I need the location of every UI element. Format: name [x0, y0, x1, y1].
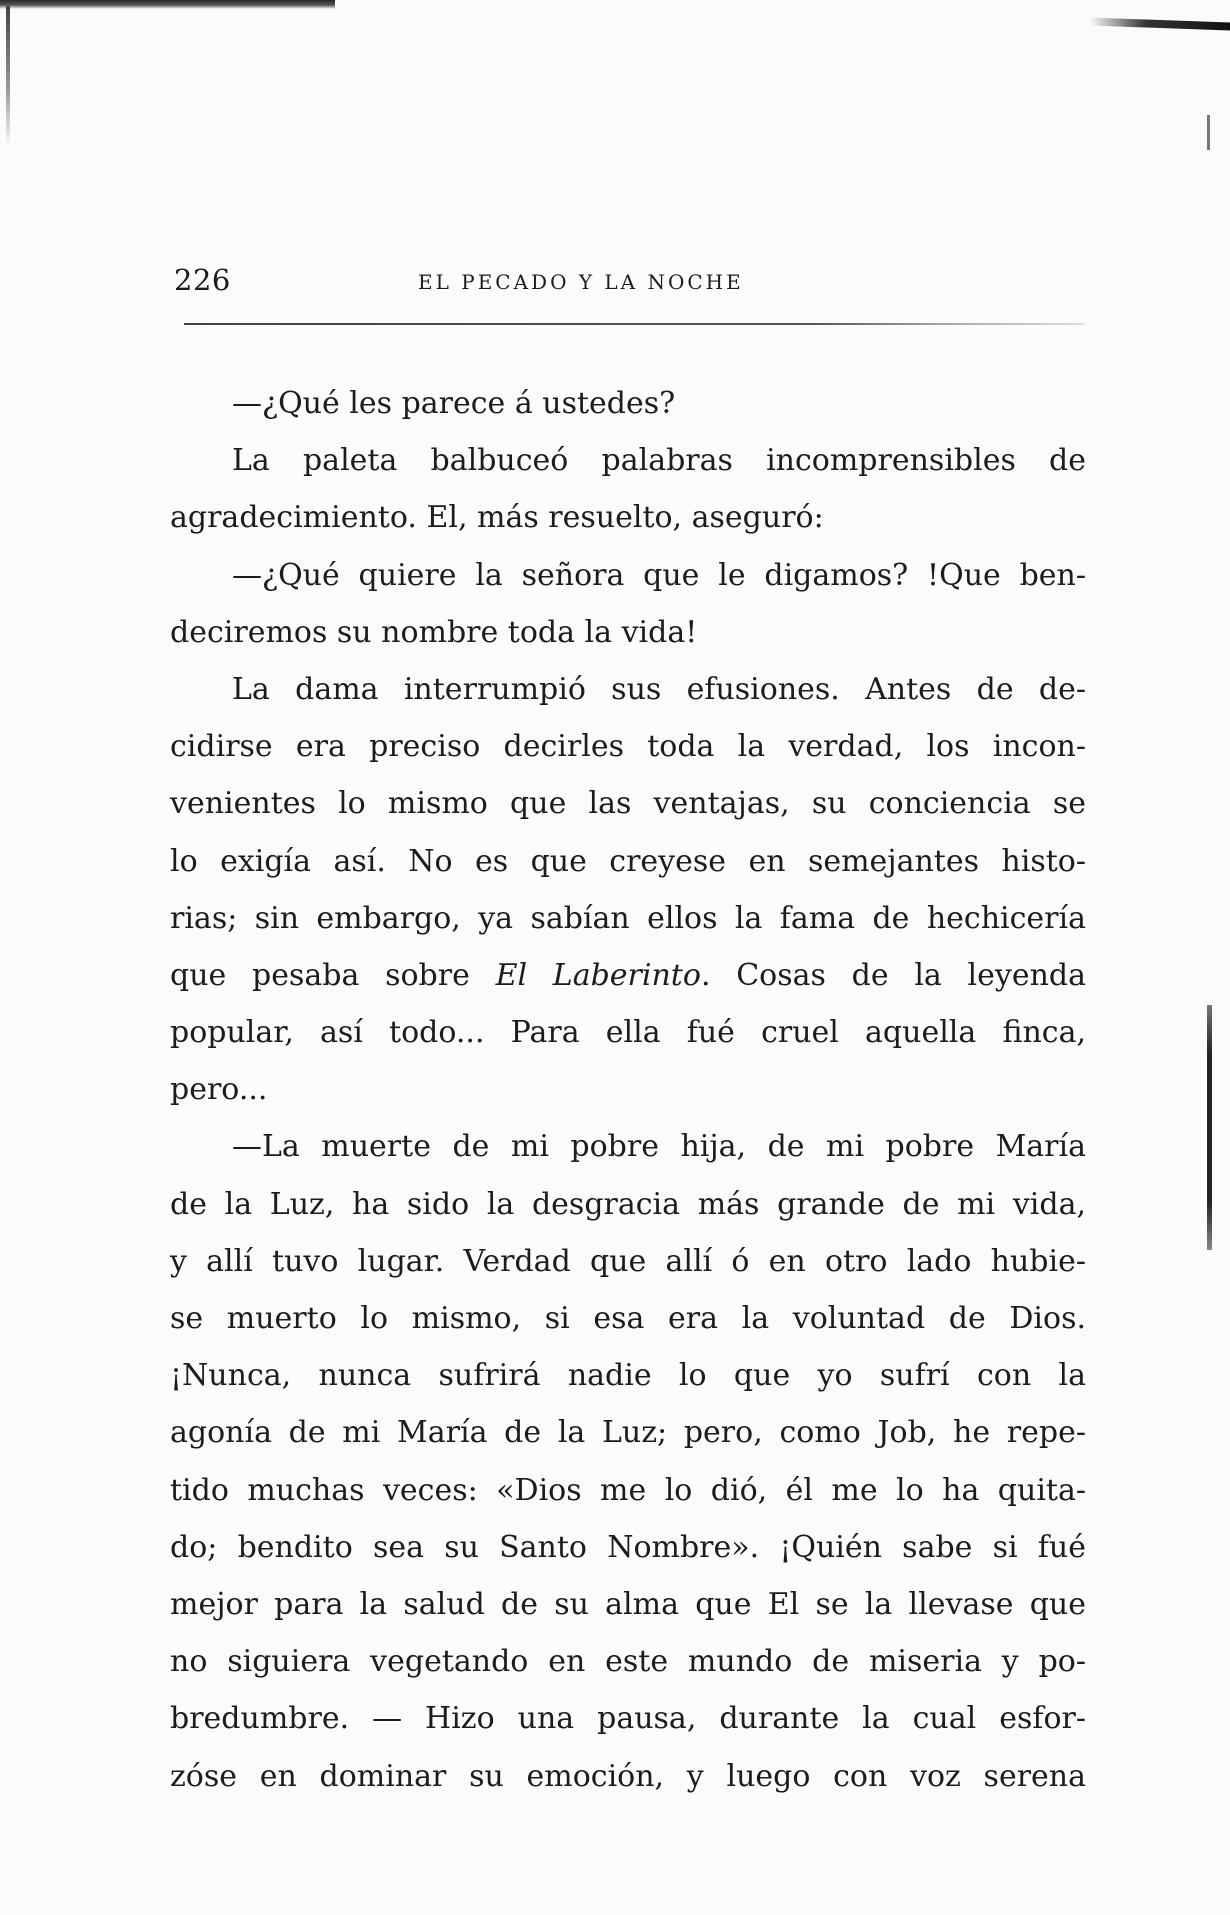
- text-line: de la Luz, ha sido la desgracia más grande de mi vida,: [170, 1186, 1086, 1222]
- text-line: cidirse era preciso decirles toda la verdad, los incon-: [170, 729, 1086, 765]
- text-line: pero...: [170, 1072, 268, 1108]
- text-line: La paleta balbuceó palabras incomprensibles de: [232, 443, 1086, 479]
- text-line: rias; sin embargo, ya sabían ellos la fama de hechicería: [170, 900, 1086, 936]
- text-line: mejor para la salud de su alma que El se la llevase que: [170, 1586, 1086, 1622]
- text-line: —¿Qué les parece á ustedes?: [232, 386, 676, 421]
- scan-edge-top-left: [0, 0, 335, 9]
- text-line: agonía de mi María de la Luz; pero, como Job, he repe-: [170, 1415, 1086, 1451]
- text-line: —La muerte de mi pobre hija, de mi pobre María: [232, 1129, 1086, 1165]
- text-segment: . Cosas de la leyenda: [700, 957, 1086, 993]
- scan-mark-right-top: [1207, 115, 1210, 150]
- scan-mark-right: [1207, 1005, 1212, 1250]
- text-line: La dama interrumpió sus efusiones. Antes de de-: [232, 671, 1086, 707]
- text-line: tido muchas veces: «Dios me lo dió, él me lo ha quita-: [170, 1472, 1086, 1508]
- text-line: venientes lo mismo que las ventajas, su conciencia se: [170, 786, 1086, 822]
- header-rule: [184, 323, 1084, 325]
- body-text: [170, 375, 1086, 1805]
- text-line: popular, así todo... Para ella fué cruel aquella finca,: [170, 1015, 1086, 1051]
- scan-edge-left: [6, 6, 10, 146]
- text-line: —¿Qué quiere la señora que le digamos? !Que ben-: [232, 557, 1086, 593]
- text-line: [170, 947, 1086, 1004]
- text-line: do; bendito sea su Santo Nombre». ¡Quién sabe si fué: [170, 1529, 1086, 1565]
- text-line: ¡Nunca, nunca sufrirá nadie lo que yo sufrí con la: [170, 1358, 1086, 1394]
- running-title: EL PECADO Y LA NOCHE: [418, 270, 744, 294]
- text-line: se muerto lo mismo, si esa era la voluntad de Dios.: [170, 1301, 1086, 1336]
- page-header: [174, 262, 1086, 298]
- text-line: y allí tuvo lugar. Verdad que allí ó en otro lado hubie-: [170, 1243, 1086, 1279]
- text-segment: que pesaba sobre: [170, 957, 496, 993]
- text-line: lo exigía así. No es que creyese en semejantes histo-: [170, 843, 1086, 879]
- text-line: agradecimiento. El, más resuelto, aseguró:: [170, 500, 824, 536]
- text-line: zóse en dominar su emoción, y luego con voz serena: [170, 1758, 1086, 1794]
- page-number: 226: [174, 263, 231, 297]
- italic-title: El Laberinto: [495, 957, 701, 993]
- text-line: bredumbre. — Hizo una pausa, durante la cual esfor-: [170, 1701, 1086, 1737]
- text-line: deciremos su nombre toda la vida!: [170, 614, 698, 650]
- scan-edge-top-right: [1090, 18, 1230, 31]
- text-line: no siguiera vegetando en este mundo de miseria y po-: [170, 1644, 1086, 1680]
